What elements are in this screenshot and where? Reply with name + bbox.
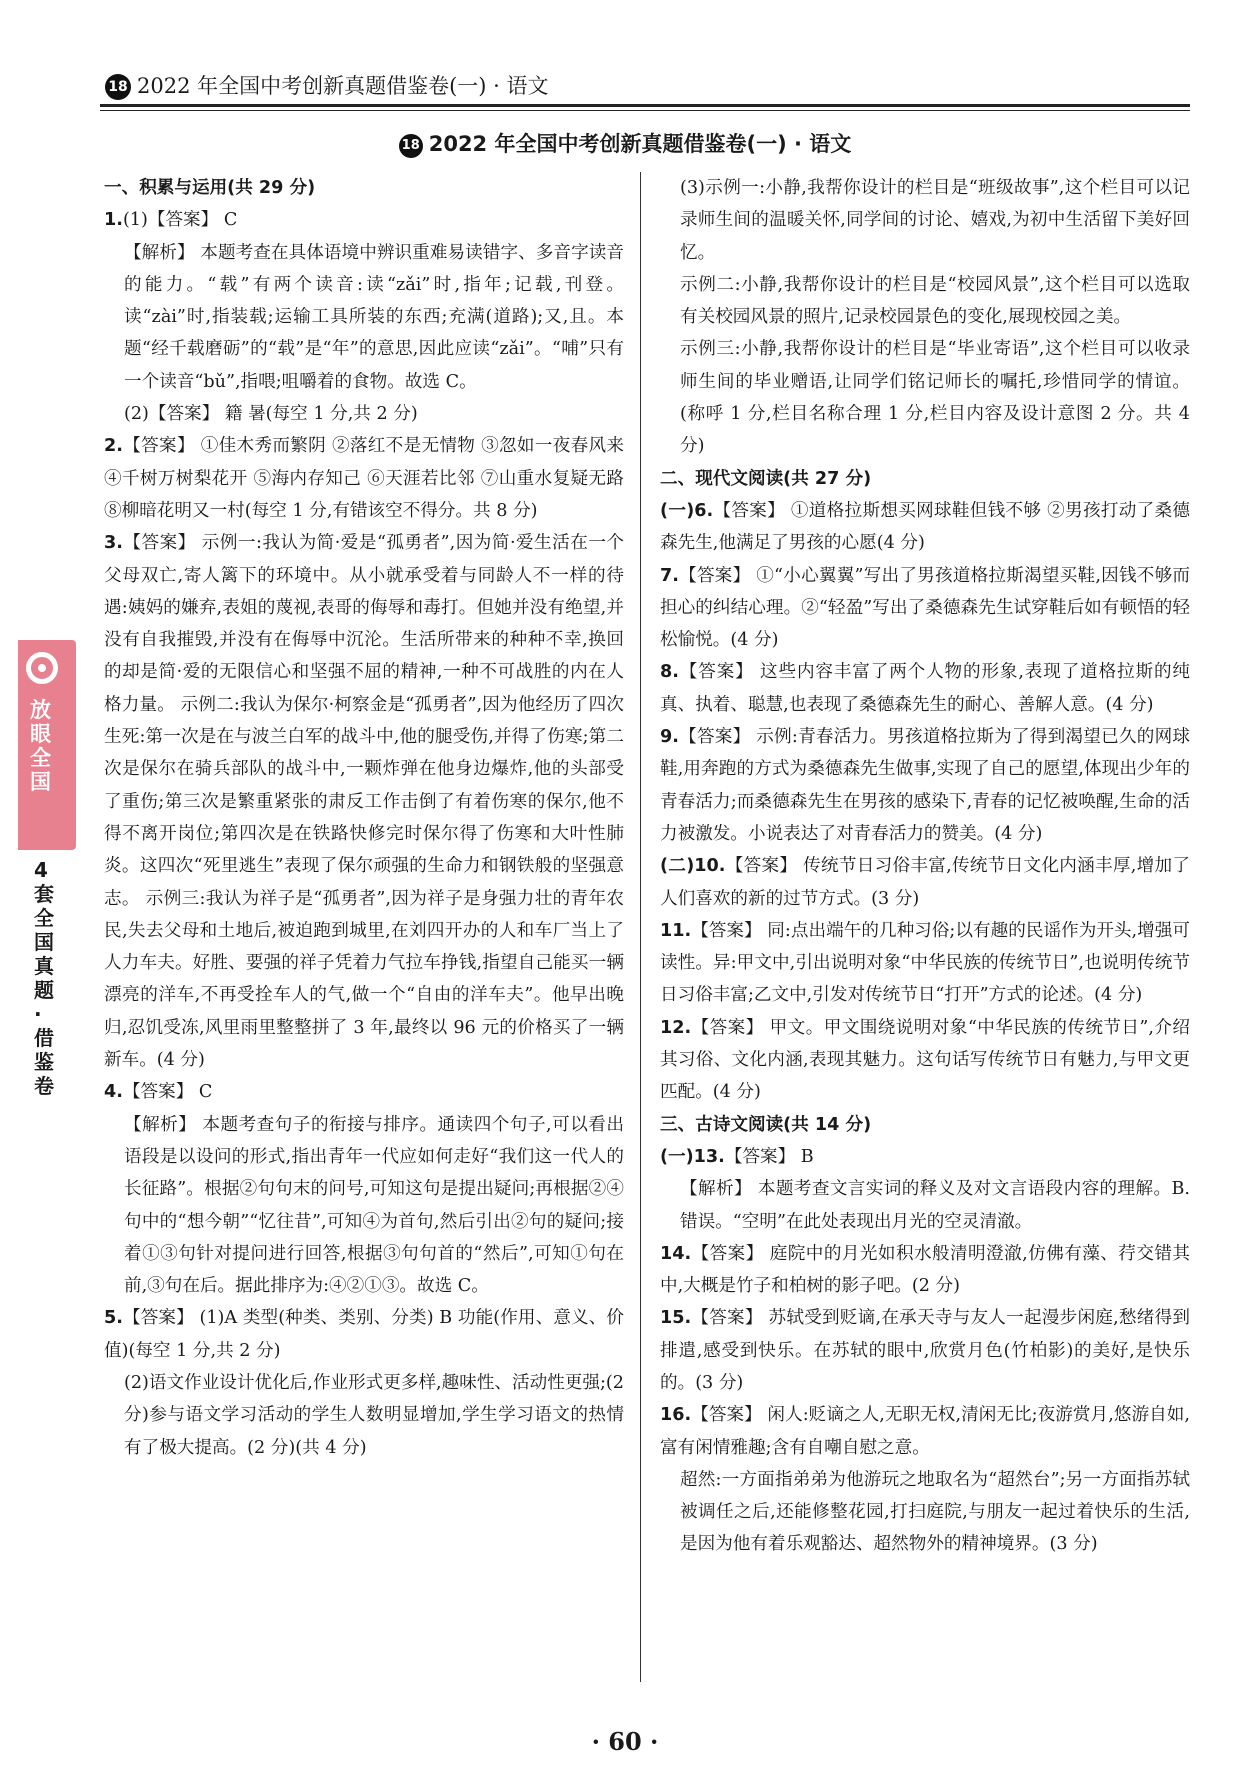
answer-paragraph <box>104 237 624 398</box>
paragraph-text: 二、现代文阅读(共 27 分) <box>660 468 872 489</box>
question-number: 8. <box>660 662 679 683</box>
question-number: 15. <box>660 1308 692 1329</box>
question-number: 4. <box>104 1082 123 1103</box>
answer-paragraph <box>660 1399 1190 1464</box>
answer-paragraph <box>104 1109 624 1303</box>
paragraph-text: 【答案】 传统节日习俗丰富,传统节日文化内涵丰厚,增加了人们喜欢的新的过节方式。(3 分) <box>660 856 1191 909</box>
answer-paragraph <box>660 1302 1190 1399</box>
section-heading <box>660 463 1190 495</box>
right-column <box>660 172 1190 1561</box>
question-number: 12. <box>660 1017 692 1038</box>
paragraph-text: 【解析】 本题考查在具体语境中辨识重难易读错字、多音字读音的能力。“载”有两个读音:读“zǎi”时,指年;记载,刊登。读“zài”时,指装载;运输工具所装的东西;充满(道路);又,且。本题“经千载磨砺”的“载”是“年”的意思,因此应读“zǎi”。“哺”只有一个读音“bǔ”,指喂;咀嚼着的食物。故选 C。 <box>124 242 624 392</box>
side-tab-pink-text: 放眼全国 <box>30 698 51 794</box>
paragraph-text: 【解析】 本题考查句子的衔接与排序。通读四个句子,可以看出语段是以设问的形式,指出青年一代应如何走好“我们这一代人的长征路”。根据②句句末的问号,可知这句是提出疑问;再根据②④句中的“想今朝”“忆往昔”,可知④为首句,然后引出②句的疑问;接着①③句针对提问进行回答,根据③句句首的“然后”,可知①句在前,③句在后。据此排序为:④②①③。故选 C。 <box>124 1114 624 1297</box>
running-header-text: 2022 年全国中考创新真题借鉴卷(一) · 语文 <box>137 74 549 98</box>
question-number: 7. <box>660 565 679 586</box>
section-heading <box>104 172 624 204</box>
answer-paragraph <box>660 850 1190 915</box>
question-number: 1. <box>104 210 123 231</box>
paragraph-text: 【解析】 本题考查文言实词的释义及对文言语段内容的理解。B. 错误。“空明”在此处表现出月光的空灵清澈。 <box>680 1179 1190 1232</box>
question-number: 9. <box>660 727 679 748</box>
paragraph-text: (1)【答案】 C <box>122 210 238 231</box>
paragraph-text: (2)【答案】 籍 暑(每空 1 分,共 2 分) <box>124 404 418 425</box>
paragraph-text: 【答案】 ①佳木秀而繁阴 ②落红不是无情物 ③忽如一夜春风来 ④千树万树梨花开 ⑤海内存知己 ⑥天涯若比邻 ⑦山重水复疑无路 ⑧柳暗花明又一村(每空 1 分,有错该空不得分。共 8 分) <box>104 436 624 521</box>
header-rule-thick <box>100 104 1190 107</box>
answer-paragraph <box>660 1464 1190 1561</box>
question-number: (二)10. <box>660 856 726 877</box>
title-badge: 18 <box>399 134 423 158</box>
question-number: (一)13. <box>660 1146 725 1167</box>
answer-paragraph <box>660 495 1190 560</box>
paragraph-text: 【答案】 (1)A 类型(种类、类别、分类) B 功能(作用、意义、价值)(每空 1 分,共 2 分) <box>104 1308 624 1361</box>
paragraph-text: 【答案】 示例:青春活力。男孩道格拉斯为了得到渴望已久的网球鞋,用奔跑的方式为桑德森先生做事,实现了自己的愿望,体现出少年的青春活力;而桑德森先生在男孩的感染下,青春的记忆被唤醒,生命的活力被激发。小说表达了对青春活力的赞美。(4 分) <box>660 727 1190 844</box>
answer-paragraph <box>104 430 624 527</box>
paragraph-text: 【答案】 同:点出端午的几种习俗;以有趣的民谣作为开头,增强可读性。异:甲文中,引出说明对象“中华民族的传统节日”,也说明传统节日习俗丰富;乙文中,引发对传统节日“打开”方式的论述。(4 分) <box>660 920 1190 1006</box>
paragraph-text: 【答案】 ①道格拉斯想买网球鞋但钱不够 ②男孩打动了桑德森先生,他满足了男孩的心愿(4 分) <box>660 500 1190 554</box>
paragraph-text: 【答案】 闲人:贬谪之人,无职无权,清闲无比;夜游赏月,悠游自如,富有闲情雅趣;含有自嘲自慰之意。 <box>660 1405 1190 1458</box>
paper-number-badge: 18 <box>105 74 131 100</box>
paragraph-text: 三、古诗文阅读(共 14 分) <box>660 1114 872 1135</box>
title-text: 2022 年全国中考创新真题借鉴卷(一) · 语文 <box>428 132 852 156</box>
answer-paragraph <box>104 1076 624 1108</box>
answer-paragraph <box>660 721 1190 850</box>
answer-paragraph <box>660 333 1190 462</box>
paragraph-text: 超然:一方面指弟弟为他游玩之地取名为“超然台”;另一方面指苏轼被调任之后,还能修整花园,打扫庭院,与朋友一起过着快乐的生活,是因为他有着乐观豁达、超然物外的精神境界。(3 分) <box>680 1469 1190 1555</box>
answer-paragraph <box>660 1173 1190 1238</box>
header-rule-thin <box>100 110 1190 111</box>
answer-paragraph <box>660 560 1190 657</box>
side-tab-black-text: 4套全国真题·借鉴卷 <box>34 858 54 1098</box>
question-number: 14. <box>660 1243 692 1264</box>
paragraph-text: (2)语文作业设计优化后,作业形式更多样,趣味性、活动性更强;(2 分)参与语文学习活动的学生人数明显增加,学生学习语文的热情有了极大提高。(2 分)(共 4 分) <box>124 1372 624 1458</box>
answer-paragraph <box>104 204 624 236</box>
answer-paragraph <box>660 1141 1190 1173</box>
answer-paragraph <box>104 398 624 430</box>
question-number: 11. <box>660 920 692 941</box>
answer-paragraph <box>660 915 1190 1012</box>
paragraph-text: 示例三:小静,我帮你设计的栏目是“毕业寄语”,这个栏目可以收录师生间的毕业赠语,让同学们铭记师长的嘱托,珍惜同学的情谊。(称呼 1 分,栏目名称合理 1 分,栏目内容及设计意图 2 分。共 4 分) <box>680 339 1190 457</box>
answer-paragraph <box>660 1238 1190 1303</box>
paragraph-text: 一、积累与运用(共 29 分) <box>104 178 316 198</box>
question-number: 3. <box>104 533 123 554</box>
question-number: 2. <box>104 436 123 457</box>
question-number: 5. <box>104 1308 123 1329</box>
section-heading <box>660 1109 1190 1141</box>
answer-paragraph <box>104 527 624 1076</box>
question-number: 16. <box>660 1405 692 1426</box>
side-tab <box>18 640 76 1098</box>
paragraph-text: 示例二:小静,我帮你设计的栏目是“校园风景”,这个栏目可以选取有关校园风景的照片,记录校园景色的变化,展现校园之美。 <box>680 274 1190 328</box>
question-number: (一)6. <box>660 500 714 521</box>
left-column <box>104 172 624 1464</box>
paragraph-text: 【答案】 B <box>724 1146 814 1167</box>
answer-paragraph <box>660 172 1190 269</box>
paragraph-text: (3)示例一:小静,我帮你设计的栏目是“班级故事”,这个栏目可以记录师生间的温暖关怀,同学间的讨论、嬉戏,为初中生活留下美好回忆。 <box>680 178 1190 263</box>
paragraph-text: 【答案】 C <box>122 1082 213 1103</box>
target-icon <box>26 652 58 684</box>
paragraph-text: 【答案】 示例一:我认为简·爱是“孤勇者”,因为简·爱生活在一个父母双亡,寄人篱下的环境中。从小就承受着与同龄人不一样的待遇:姨妈的嫌弃,表姐的蔑视,表哥的侮辱和毒打。但她并没有绝望,并没有自我摧毁,并没有在侮辱中沉沦。生活所带来的种种不幸,换回的却是简·爱的无限信心和坚强不屈的精神,一种不可战胜的内在人格力量。 示例二:我认为保尔·柯察金是“孤勇者”,因为他经历了四次生死:第一次是在与波兰白军的战斗中,他的腿受伤,并得了伤寒;第二次是保尔在骑兵部队的战斗中,一颗炸弹在他身边爆炸,他的头部受了重伤;第三次是繁重紧张的肃反工作击倒了有着伤寒的保尔,他不得不离开岗位;第四次是在铁路快修完时保尔得了伤寒和大叶性肺炎。这四次“死里逃生”表现了保尔顽强的生命力和钢铁般的坚强意志。 示例三:我认为祥子是“孤勇者”,因为祥子是身强力壮的青年农民,失去父母和土地后,被迫跑到城里,在刘四开办的人和车厂当上了人力车夫。好胜、要强的祥子凭着力气拉车挣钱,指望自己能买一辆漂亮的洋车,不再受拴车人的气,做一个“自由的洋车夫”。他早出晚归,忍饥受冻,风里雨里整整拼了 3 年,最终以 96 元的价格买了一辆新车。(4 分) <box>104 533 624 1071</box>
answer-paragraph <box>660 269 1190 334</box>
column-divider <box>640 172 641 1682</box>
page-number: · 60 · <box>591 1727 659 1756</box>
paragraph-text: 【答案】 ①“小心翼翼”写出了男孩道格拉斯渴望买鞋,因钱不够而担心的纠结心理。②“轻盈”写出了桑德森先生试穿鞋后如有顿悟的轻松愉悦。(4 分) <box>660 565 1190 651</box>
paragraph-text: 【答案】 苏轼受到贬谪,在承天寺与友人一起漫步闲庭,愁绪得到排遣,感受到快乐。在苏轼的眼中,欣赏月色(竹柏影)的美好,是快乐的。(3 分) <box>660 1308 1190 1393</box>
answer-paragraph <box>104 1367 624 1464</box>
running-header <box>105 70 549 100</box>
answer-paragraph <box>104 1302 624 1367</box>
answer-paragraph <box>660 656 1190 721</box>
paragraph-text: 【答案】 这些内容丰富了两个人物的形象,表现了道格拉斯的纯真、执着、聪慧,也表现了桑德森先生的耐心、善解人意。(4 分) <box>660 662 1190 715</box>
answer-paragraph <box>660 1012 1190 1109</box>
paragraph-text: 【答案】 甲文。甲文围绕说明对象“中华民族的传统节日”,介绍其习俗、文化内涵,表现其魅力。这句话写传统节日有魅力,与甲文更匹配。(4 分) <box>660 1017 1190 1103</box>
page-title <box>0 128 1250 158</box>
paragraph-text: 【答案】 庭院中的月光如积水般清明澄澈,仿佛有藻、荇交错其中,大概是竹子和柏树的影子吧。(2 分) <box>660 1243 1190 1297</box>
side-tab-pink <box>18 640 76 850</box>
